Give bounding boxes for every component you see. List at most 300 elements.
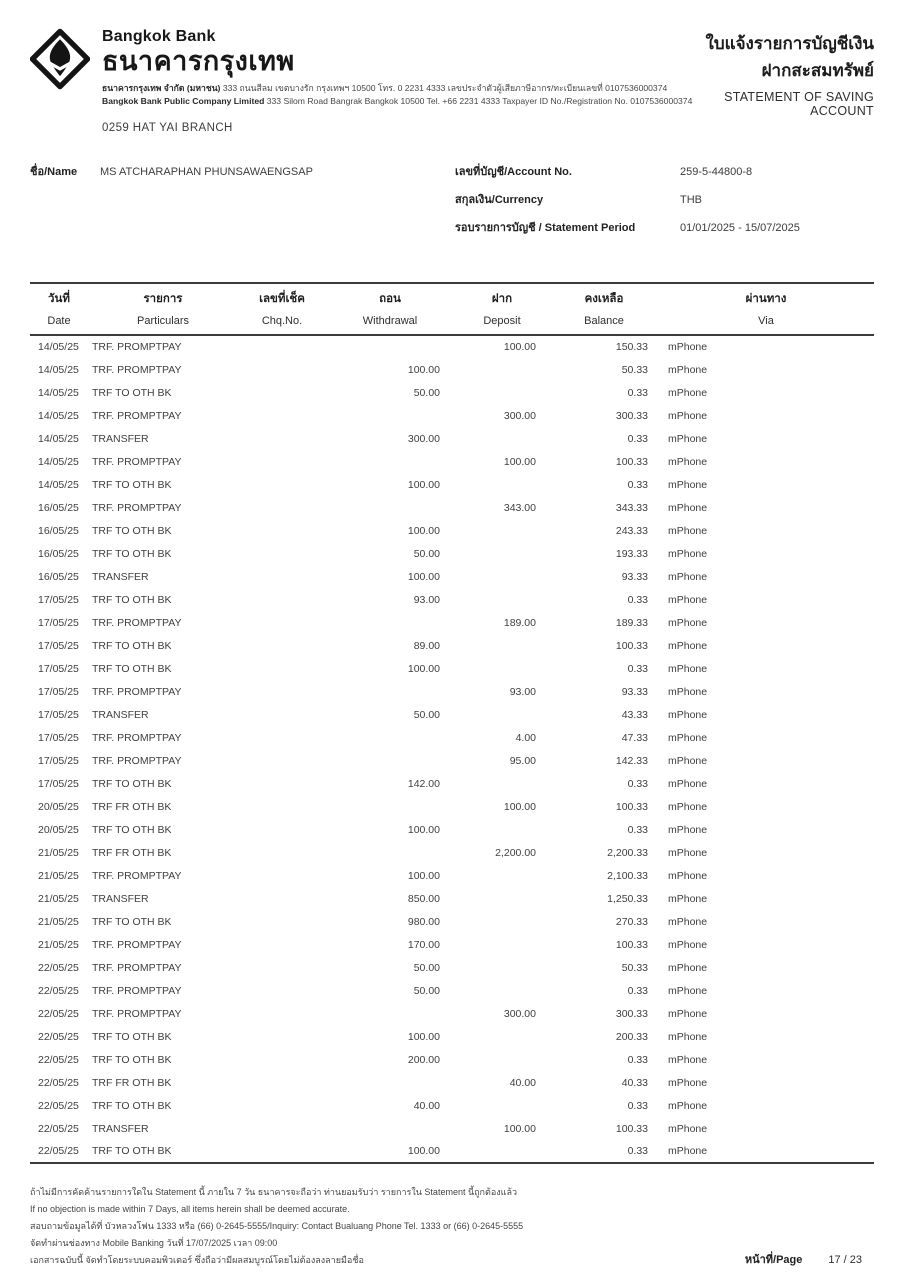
table-row — [30, 335, 874, 358]
cell-chq — [238, 1094, 326, 1117]
statement-period-row — [455, 214, 874, 242]
cell-particulars: TRF. PROMPTPAY — [92, 616, 182, 629]
page-number-label: หน้าที่/Page — [744, 1254, 803, 1267]
table-row — [30, 910, 874, 933]
cell-date: 21/05/25 — [38, 892, 79, 905]
footer-note-line: จัดทำผ่านช่องทาง Mobile Banking วันที่ 17/07/2025 เวลา 09:00 — [30, 1238, 278, 1249]
table-row — [30, 1025, 874, 1048]
statement-period-label: รอบรายการบัญชี / Statement Period — [455, 222, 636, 235]
document-title — [692, 28, 874, 118]
footer-notes — [30, 1184, 874, 1269]
cell-balance: 100.33 — [615, 455, 648, 468]
cell-date: 17/05/25 — [38, 754, 79, 767]
table-row — [30, 657, 874, 680]
cell-balance: 0.33 — [627, 478, 648, 491]
header-particulars: รายการ Particulars — [88, 283, 238, 335]
table-row — [30, 1002, 874, 1025]
cell-chq — [238, 703, 326, 726]
table-row — [30, 887, 874, 910]
cell-balance: 0.33 — [627, 823, 648, 836]
currency-label: สกุลเงิน/Currency — [455, 194, 544, 207]
cell-balance: 100.33 — [615, 1122, 648, 1135]
cell-date: 21/05/25 — [38, 915, 79, 928]
cell-particulars: TRF TO OTH BK — [92, 593, 172, 606]
cell-date: 17/05/25 — [38, 708, 79, 721]
footer-note-line: เอกสารฉบับนี้ จัดทำโดยระบบคอมพิวเตอร์ ซึ่งถือว่ามีผลสมบูรณ์โดยไม่ต้องลงลายมือชื่อ — [30, 1255, 364, 1266]
account-number-label: เลขที่บัญชี/Account No. — [455, 166, 572, 179]
cell-deposit — [454, 473, 550, 496]
cell-via: mPhone — [668, 1007, 708, 1020]
cell-withdrawal: 100.00 — [407, 662, 440, 675]
cell-particulars: TRF TO OTH BK — [92, 478, 172, 491]
table-row — [30, 1071, 874, 1094]
cell-balance: 47.33 — [621, 731, 648, 744]
cell-withdrawal: 50.00 — [413, 961, 440, 974]
cell-via: mPhone — [668, 524, 708, 537]
cell-withdrawal: 40.00 — [413, 1099, 440, 1112]
cell-via: mPhone — [668, 708, 708, 721]
header-balance: คงเหลือ Balance — [550, 283, 658, 335]
cell-via: mPhone — [668, 869, 708, 882]
cell-via: mPhone — [668, 892, 708, 905]
cell-balance: 100.33 — [615, 938, 648, 951]
cell-withdrawal: 50.00 — [413, 386, 440, 399]
cell-particulars: TRF FR OTH BK — [92, 1076, 172, 1089]
cell-withdrawal: 50.00 — [413, 984, 440, 997]
cell-date: 22/05/25 — [38, 961, 79, 974]
cell-deposit — [454, 818, 550, 841]
cell-withdrawal — [326, 335, 454, 358]
cell-date: 14/05/25 — [38, 341, 79, 354]
table-row — [30, 450, 874, 473]
cell-chq — [238, 1025, 326, 1048]
cell-via: mPhone — [668, 478, 708, 491]
cell-balance: 243.33 — [615, 524, 648, 537]
cell-withdrawal — [326, 726, 454, 749]
cell-particulars: TRF. PROMPTPAY — [92, 501, 182, 514]
cell-via: mPhone — [668, 731, 708, 744]
cell-balance: 50.33 — [621, 363, 648, 376]
cell-chq — [238, 841, 326, 864]
cell-withdrawal: 100.00 — [407, 363, 440, 376]
cell-deposit — [454, 1094, 550, 1117]
cell-particulars: TRF TO OTH BK — [92, 915, 172, 928]
cell-particulars: TRF. PROMPTPAY — [92, 984, 182, 997]
table-row — [30, 496, 874, 519]
currency-value: THB — [680, 194, 702, 207]
cell-withdrawal — [326, 795, 454, 818]
cell-deposit — [454, 1140, 550, 1163]
cell-via: mPhone — [668, 1030, 708, 1043]
cell-withdrawal — [326, 1002, 454, 1025]
cell-particulars: TRF. PROMPTPAY — [92, 869, 182, 882]
currency-row — [455, 186, 874, 214]
cell-balance: 100.33 — [615, 800, 648, 813]
cell-via: mPhone — [668, 685, 708, 698]
cell-withdrawal — [326, 611, 454, 634]
header-deposit: ฝาก Deposit — [454, 283, 550, 335]
cell-date: 17/05/25 — [38, 731, 79, 744]
table-row — [30, 795, 874, 818]
cell-chq — [238, 933, 326, 956]
table-row — [30, 680, 874, 703]
cell-via: mPhone — [668, 915, 708, 928]
cell-via: mPhone — [668, 409, 708, 422]
cell-chq — [238, 427, 326, 450]
table-row — [30, 404, 874, 427]
cell-via: mPhone — [668, 593, 708, 606]
cell-date: 22/05/25 — [38, 1053, 79, 1066]
table-row — [30, 841, 874, 864]
table-row — [30, 726, 874, 749]
cell-particulars: TRF. PROMPTPAY — [92, 455, 182, 468]
cell-via: mPhone — [668, 363, 708, 376]
cell-particulars: TRANSFER — [92, 1122, 149, 1135]
cell-particulars: TRF. PROMPTPAY — [92, 938, 182, 951]
cell-particulars: TRF TO OTH BK — [92, 777, 172, 790]
cell-withdrawal: 850.00 — [407, 892, 440, 905]
cell-via: mPhone — [668, 662, 708, 675]
cell-date: 21/05/25 — [38, 846, 79, 859]
cell-via: mPhone — [668, 984, 708, 997]
cell-chq — [238, 726, 326, 749]
cell-deposit: 40.00 — [509, 1076, 536, 1089]
cell-chq — [238, 519, 326, 542]
cell-particulars: TRF TO OTH BK — [92, 662, 172, 675]
cell-chq — [238, 496, 326, 519]
cell-via: mPhone — [668, 1076, 708, 1089]
footer-note-line: ถ้าไม่มีการคัดค้านรายการใดใน Statement นี้ ภายใน 7 วัน ธนาคารจะถือว่า ท่านยอมรับว่า รายการใน Statement นี้ถูกต้องแล้ว — [30, 1187, 518, 1198]
cell-chq — [238, 910, 326, 933]
cell-deposit — [454, 979, 550, 1002]
cell-withdrawal: 100.00 — [326, 1140, 454, 1163]
cell-balance: 300.33 — [615, 409, 648, 422]
header-chq-no: เลขที่เช็ค Chq.No. — [238, 283, 326, 335]
cell-withdrawal: 100.00 — [407, 524, 440, 537]
cell-date: 22/05/25 — [38, 1122, 79, 1135]
cell-chq — [238, 772, 326, 795]
cell-via: mPhone — [668, 639, 708, 652]
cell-via: mPhone — [668, 1053, 708, 1066]
cell-withdrawal: 50.00 — [413, 708, 440, 721]
cell-chq — [238, 588, 326, 611]
cell-via: mPhone — [668, 386, 708, 399]
cell-withdrawal — [326, 749, 454, 772]
cell-withdrawal — [326, 450, 454, 473]
cell-chq — [238, 565, 326, 588]
cell-date: 22/05/25 — [38, 1076, 79, 1089]
cell-deposit: 100.00 — [503, 341, 536, 354]
cell-via: mPhone — [668, 777, 708, 790]
cell-deposit: 95.00 — [509, 754, 536, 767]
cell-withdrawal: 142.00 — [407, 777, 440, 790]
cell-particulars: TRF. PROMPTPAY — [92, 961, 182, 974]
cell-withdrawal: 100.00 — [407, 869, 440, 882]
table-row — [30, 772, 874, 795]
cell-deposit — [454, 887, 550, 910]
cell-date: 20/05/25 — [38, 823, 79, 836]
table-row — [30, 634, 874, 657]
cell-withdrawal: 50.00 — [413, 547, 440, 560]
cell-deposit — [454, 1048, 550, 1071]
table-row — [30, 542, 874, 565]
statement-period-value: 01/01/2025 - 15/07/2025 — [680, 222, 800, 235]
cell-chq — [238, 335, 326, 358]
cell-chq — [238, 956, 326, 979]
cell-particulars: TRF TO OTH BK — [92, 1030, 172, 1043]
cell-withdrawal — [326, 496, 454, 519]
cell-balance: 0.33 — [550, 1140, 658, 1163]
cell-via: mPhone — [668, 547, 708, 560]
cell-date: 21/05/25 — [38, 869, 79, 882]
table-row — [30, 611, 874, 634]
table-row — [30, 1140, 874, 1163]
cell-balance: 0.33 — [627, 984, 648, 997]
table-row — [30, 749, 874, 772]
cell-particulars: TRF. PROMPTPAY — [92, 363, 182, 376]
cell-chq — [238, 1140, 326, 1163]
cell-withdrawal — [326, 680, 454, 703]
cell-balance: 142.33 — [615, 754, 648, 767]
cell-balance: 50.33 — [621, 961, 648, 974]
cell-balance: 93.33 — [621, 685, 648, 698]
cell-date: 16/05/25 — [38, 570, 79, 583]
cell-withdrawal: 100.00 — [407, 1030, 440, 1043]
cell-deposit: 93.00 — [509, 685, 536, 698]
cell-particulars: TRF. PROMPTPAY — [92, 731, 182, 744]
cell-date: 14/05/25 — [38, 455, 79, 468]
header-withdrawal: ถอน Withdrawal — [326, 283, 454, 335]
cell-withdrawal — [326, 404, 454, 427]
cell-deposit — [454, 933, 550, 956]
cell-chq — [238, 381, 326, 404]
cell-date: 22/05/25 — [38, 1099, 79, 1112]
cell-deposit — [454, 542, 550, 565]
cell-balance: 0.33 — [627, 777, 648, 790]
cell-via: mPhone — [658, 1140, 874, 1163]
cell-withdrawal: 100.00 — [407, 478, 440, 491]
cell-deposit — [454, 703, 550, 726]
cell-chq — [238, 634, 326, 657]
page-number — [745, 1252, 874, 1269]
cell-deposit — [454, 910, 550, 933]
cell-withdrawal: 93.00 — [413, 593, 440, 606]
cell-deposit — [454, 956, 550, 979]
cell-balance: 0.33 — [627, 386, 648, 399]
cell-deposit: 100.00 — [503, 800, 536, 813]
cell-withdrawal: 170.00 — [407, 938, 440, 951]
transactions-body — [30, 335, 874, 1163]
cell-particulars: TRF TO OTH BK — [92, 1053, 172, 1066]
cell-date: 14/05/25 — [38, 478, 79, 491]
table-row — [30, 1094, 874, 1117]
cell-withdrawal: 89.00 — [413, 639, 440, 652]
cell-date: 17/05/25 — [38, 616, 79, 629]
cell-particulars: TRANSFER — [92, 570, 149, 583]
table-row — [30, 933, 874, 956]
cell-chq — [238, 864, 326, 887]
cell-withdrawal: 980.00 — [407, 915, 440, 928]
cell-balance: 189.33 — [615, 616, 648, 629]
branch-name: 0259 HAT YAI BRANCH — [102, 122, 233, 135]
table-row — [30, 1048, 874, 1071]
cell-particulars: TRF FR OTH BK — [92, 800, 172, 813]
cell-via: mPhone — [668, 501, 708, 514]
account-holder-name: MS ATCHARAPHAN PHUNSAWAENGSAP — [100, 166, 313, 179]
cell-chq — [238, 795, 326, 818]
table-row — [30, 565, 874, 588]
table-header — [30, 283, 874, 335]
brand-name-en: Bangkok Bank — [102, 28, 216, 45]
cell-date: 21/05/25 — [38, 938, 79, 951]
cell-deposit — [454, 358, 550, 381]
header-date: วันที่ Date — [30, 283, 88, 335]
cell-via: mPhone — [668, 823, 708, 836]
cell-particulars: TRANSFER — [92, 432, 149, 445]
table-row — [30, 588, 874, 611]
table-row — [30, 818, 874, 841]
cell-via: mPhone — [668, 616, 708, 629]
cell-deposit: 2,200.00 — [495, 846, 536, 859]
cell-chq — [238, 887, 326, 910]
cell-via: mPhone — [668, 846, 708, 859]
cell-balance: 300.33 — [615, 1007, 648, 1020]
cell-withdrawal: 100.00 — [407, 823, 440, 836]
cell-chq — [238, 542, 326, 565]
cell-deposit — [454, 381, 550, 404]
cell-deposit — [454, 772, 550, 795]
cell-chq — [238, 1048, 326, 1071]
account-info — [30, 158, 874, 242]
cell-chq — [238, 1117, 326, 1140]
cell-deposit: 4.00 — [515, 731, 536, 744]
footer-note-line: If no objection is made within 7 Days, all items herein shall be deemed accurate. — [30, 1204, 350, 1215]
table-row — [30, 358, 874, 381]
bank-address-th: ธนาคารกรุงเทพ จำกัด (มหาชน) 333 ถนนสีลม เขตบางรัก กรุงเทพฯ 10500 โทร. 0 2231 4333 เลขประจำตัวผู้เสียภาษีอากร/ทะเบียนเลขที่ 0107536000374 — [102, 83, 668, 94]
cell-chq — [238, 611, 326, 634]
cell-chq — [238, 818, 326, 841]
cell-deposit — [454, 864, 550, 887]
cell-deposit: 343.00 — [503, 501, 536, 514]
cell-balance: 0.33 — [627, 1053, 648, 1066]
cell-chq — [238, 749, 326, 772]
cell-particulars: TRF TO OTH BK — [88, 1140, 238, 1163]
cell-date: 22/05/25 — [38, 1030, 79, 1043]
footer-note-line: สอบถามข้อมูลได้ที่ บัวหลวงโฟน 1333 หรือ (66) 0-2645-5555/Inquiry: Contact Bualuang Phone Tel. 1333 or (66) 0-2645-5555 — [30, 1221, 524, 1232]
cell-date: 16/05/25 — [38, 547, 79, 560]
cell-date: 22/05/25 — [38, 1007, 79, 1020]
cell-balance: 270.33 — [615, 915, 648, 928]
cell-chq — [238, 450, 326, 473]
cell-deposit — [454, 657, 550, 680]
cell-via: mPhone — [668, 961, 708, 974]
cell-date: 17/05/25 — [38, 777, 79, 790]
cell-date: 14/05/25 — [38, 386, 79, 399]
bank-address — [102, 82, 692, 107]
cell-date: 14/05/25 — [38, 432, 79, 445]
cell-particulars: TRF TO OTH BK — [92, 639, 172, 652]
cell-particulars: TRF FR OTH BK — [92, 846, 172, 859]
cell-balance: 0.33 — [627, 432, 648, 445]
cell-withdrawal: 300.00 — [407, 432, 440, 445]
cell-balance: 40.33 — [621, 1076, 648, 1089]
cell-balance: 43.33 — [621, 708, 648, 721]
table-row — [30, 381, 874, 404]
cell-balance: 2,200.33 — [607, 846, 648, 859]
cell-deposit: 300.00 — [503, 409, 536, 422]
cell-balance: 193.33 — [615, 547, 648, 560]
cell-withdrawal — [326, 841, 454, 864]
cell-withdrawal — [326, 1071, 454, 1094]
cell-via: mPhone — [668, 341, 708, 354]
cell-particulars: TRF TO OTH BK — [92, 547, 172, 560]
table-row — [30, 519, 874, 542]
cell-deposit — [454, 1025, 550, 1048]
cell-particulars: TRF. PROMPTPAY — [92, 754, 182, 767]
cell-chq — [238, 1071, 326, 1094]
cell-particulars: TRF TO OTH BK — [92, 1099, 172, 1112]
cell-withdrawal: 200.00 — [407, 1053, 440, 1066]
cell-balance: 100.33 — [615, 639, 648, 652]
table-row — [30, 956, 874, 979]
account-number-value: 259-5-44800-8 — [680, 166, 753, 179]
cell-balance: 343.33 — [615, 501, 648, 514]
cell-chq — [238, 358, 326, 381]
cell-particulars: TRF. PROMPTPAY — [92, 1007, 182, 1020]
cell-deposit — [454, 427, 550, 450]
cell-chq — [238, 657, 326, 680]
table-row — [30, 703, 874, 726]
cell-via: mPhone — [668, 570, 708, 583]
cell-balance: 0.33 — [627, 1099, 648, 1112]
cell-particulars: TRF TO OTH BK — [92, 386, 172, 399]
table-row — [30, 473, 874, 496]
cell-deposit: 100.00 — [503, 1122, 536, 1135]
cell-balance: 2,100.33 — [607, 869, 648, 882]
bangkok-bank-lotus-logo-icon — [30, 28, 90, 90]
cell-particulars: TRF. PROMPTPAY — [92, 341, 182, 354]
bank-address-en: Bangkok Bank Public Company Limited 333 Silom Road Bangrak Bangkok 10500 Tel. +66 2231 4333 Taxpayer ID No./Registration No. 0107536000374 — [102, 95, 693, 106]
cell-date: 17/05/25 — [38, 639, 79, 652]
cell-via: mPhone — [668, 800, 708, 813]
page-number-value: 17 / 23 — [828, 1254, 862, 1267]
cell-particulars: TRANSFER — [92, 892, 149, 905]
cell-balance: 93.33 — [621, 570, 648, 583]
cell-deposit: 100.00 — [503, 455, 536, 468]
cell-via: mPhone — [668, 432, 708, 445]
name-label: ชื่อ/Name — [30, 166, 78, 179]
cell-particulars: TRF. PROMPTPAY — [92, 409, 182, 422]
header — [30, 28, 874, 134]
cell-date: 14/05/25 — [38, 409, 79, 422]
cell-chq — [238, 404, 326, 427]
cell-date: 22/05/25 — [30, 1140, 88, 1163]
cell-date: 17/05/25 — [38, 593, 79, 606]
cell-deposit: 189.00 — [503, 616, 536, 629]
cell-particulars: TRANSFER — [92, 708, 149, 721]
document-title-th: ใบแจ้งรายการบัญชีเงินฝากสะสมทรัพย์ — [705, 34, 874, 80]
cell-balance: 1,250.33 — [607, 892, 648, 905]
cell-date: 16/05/25 — [38, 524, 79, 537]
cell-withdrawal — [326, 1117, 454, 1140]
cell-date: 16/05/25 — [38, 501, 79, 514]
cell-via: mPhone — [668, 1122, 708, 1135]
cell-date: 20/05/25 — [38, 800, 79, 813]
brand-name-th: ธนาคารกรุงเทพ — [102, 46, 295, 76]
cell-particulars: TRF TO OTH BK — [92, 524, 172, 537]
header-via: ผ่านทาง Via — [658, 283, 874, 335]
cell-via: mPhone — [668, 1099, 708, 1112]
